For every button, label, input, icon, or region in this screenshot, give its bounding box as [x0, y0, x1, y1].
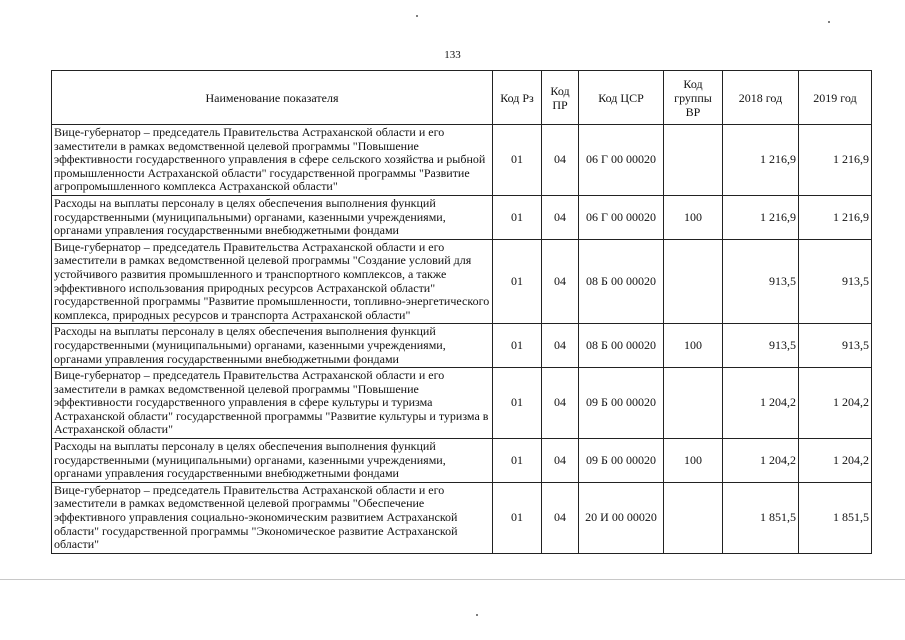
row-2018: 1 204,2 — [723, 368, 799, 439]
row-2019: 1 851,5 — [799, 482, 872, 553]
row-pr: 04 — [542, 368, 579, 439]
scan-speck — [476, 614, 478, 616]
row-vr — [664, 239, 723, 324]
row-csr: 09 Б 00 00020 — [579, 439, 664, 483]
row-2019: 1 216,9 — [799, 195, 872, 239]
row-vr: 100 — [664, 324, 723, 368]
row-rz: 01 — [493, 368, 542, 439]
row-2018: 1 851,5 — [723, 482, 799, 553]
row-rz: 01 — [493, 125, 542, 196]
scan-speck — [416, 15, 418, 17]
header-pr: Код ПР — [542, 71, 579, 125]
row-2019: 1 216,9 — [799, 125, 872, 196]
table-row — [52, 125, 872, 196]
row-csr: 06 Г 00 00020 — [579, 125, 664, 196]
row-rz: 01 — [493, 195, 542, 239]
row-name: Вице-губернатор – председатель Правительства Астраханской области и его заместители в рамках ведомственной целевой программы "Обеспечение эффективного управления социально-экономическим развитием Астраханской области" государственной программы "Экономическое развитие Астраханской области" — [52, 482, 493, 553]
table-row — [52, 324, 872, 368]
table-row — [52, 368, 872, 439]
table-row — [52, 239, 872, 324]
row-csr: 08 Б 00 00020 — [579, 239, 664, 324]
budget-table — [51, 70, 872, 554]
row-2018: 1 216,9 — [723, 195, 799, 239]
row-pr: 04 — [542, 439, 579, 483]
row-vr: 100 — [664, 439, 723, 483]
row-csr: 20 И 00 00020 — [579, 482, 664, 553]
row-2019: 1 204,2 — [799, 368, 872, 439]
page-number: 133 — [444, 49, 461, 61]
row-rz: 01 — [493, 439, 542, 483]
row-rz: 01 — [493, 239, 542, 324]
row-rz: 01 — [493, 482, 542, 553]
header-2018: 2018 год — [723, 71, 799, 125]
header-2019: 2019 год — [799, 71, 872, 125]
header-vr: Код группы ВР — [664, 71, 723, 125]
row-2019: 913,5 — [799, 324, 872, 368]
row-name: Вице-губернатор – председатель Правительства Астраханской области и его заместители в рамках ведомственной целевой программы "Повышение эффективности государственного управления в сфере культуры и туризма Астраханской области" государственной программы "Развитие культуры и туризма в Астраханской области" — [52, 368, 493, 439]
row-pr: 04 — [542, 324, 579, 368]
row-vr — [664, 125, 723, 196]
row-pr: 04 — [542, 482, 579, 553]
scan-artifact-line — [0, 579, 905, 580]
row-name: Вице-губернатор – председатель Правительства Астраханской области и его заместители в рамках ведомственной целевой программы "Создание условий для устойчивого развития промышленного и транспортного комплексов, а также эффективного использования природных ресурсов Астраханской области" государственной программы "Развитие промышленности, топливно-энергетического комплекса, природных ресурсов и транспорта Астраханской области" — [52, 239, 493, 324]
row-vr — [664, 482, 723, 553]
table-row — [52, 195, 872, 239]
row-2019: 1 204,2 — [799, 439, 872, 483]
row-pr: 04 — [542, 195, 579, 239]
row-rz: 01 — [493, 324, 542, 368]
row-vr — [664, 368, 723, 439]
header-csr: Код ЦСР — [579, 71, 664, 125]
table-row — [52, 439, 872, 483]
row-vr: 100 — [664, 195, 723, 239]
row-csr: 09 Б 00 00020 — [579, 368, 664, 439]
row-2018: 1 204,2 — [723, 439, 799, 483]
row-name: Расходы на выплаты персоналу в целях обеспечения выполнения функций государственными (муниципальными) органами, казенными учреждениями, органами управления государственными внебюджетными фондами — [52, 324, 493, 368]
table-row — [52, 482, 872, 553]
row-csr: 06 Г 00 00020 — [579, 195, 664, 239]
row-2018: 913,5 — [723, 239, 799, 324]
row-2019: 913,5 — [799, 239, 872, 324]
row-name: Вице-губернатор – председатель Правительства Астраханской области и его заместители в рамках ведомственной целевой программы "Повышение эффективности государственного управления в сфере сельского хозяйства и рыбной промышленности Астраханской области" государственной программы "Развитие агропромышленного комплекса Астраханской области" — [52, 125, 493, 196]
table-header-row — [52, 71, 872, 125]
row-name: Расходы на выплаты персоналу в целях обеспечения выполнения функций государственными (муниципальными) органами, казенными учреждениями, органами управления государственными внебюджетными фондами — [52, 195, 493, 239]
header-rz: Код Рз — [493, 71, 542, 125]
row-name: Расходы на выплаты персоналу в целях обеспечения выполнения функций государственными (муниципальными) органами, казенными учреждениями, органами управления государственными внебюджетными фондами — [52, 439, 493, 483]
header-name: Наименование показателя — [52, 71, 493, 125]
scan-speck — [828, 21, 830, 23]
row-2018: 1 216,9 — [723, 125, 799, 196]
row-2018: 913,5 — [723, 324, 799, 368]
row-pr: 04 — [542, 125, 579, 196]
row-pr: 04 — [542, 239, 579, 324]
row-csr: 08 Б 00 00020 — [579, 324, 664, 368]
